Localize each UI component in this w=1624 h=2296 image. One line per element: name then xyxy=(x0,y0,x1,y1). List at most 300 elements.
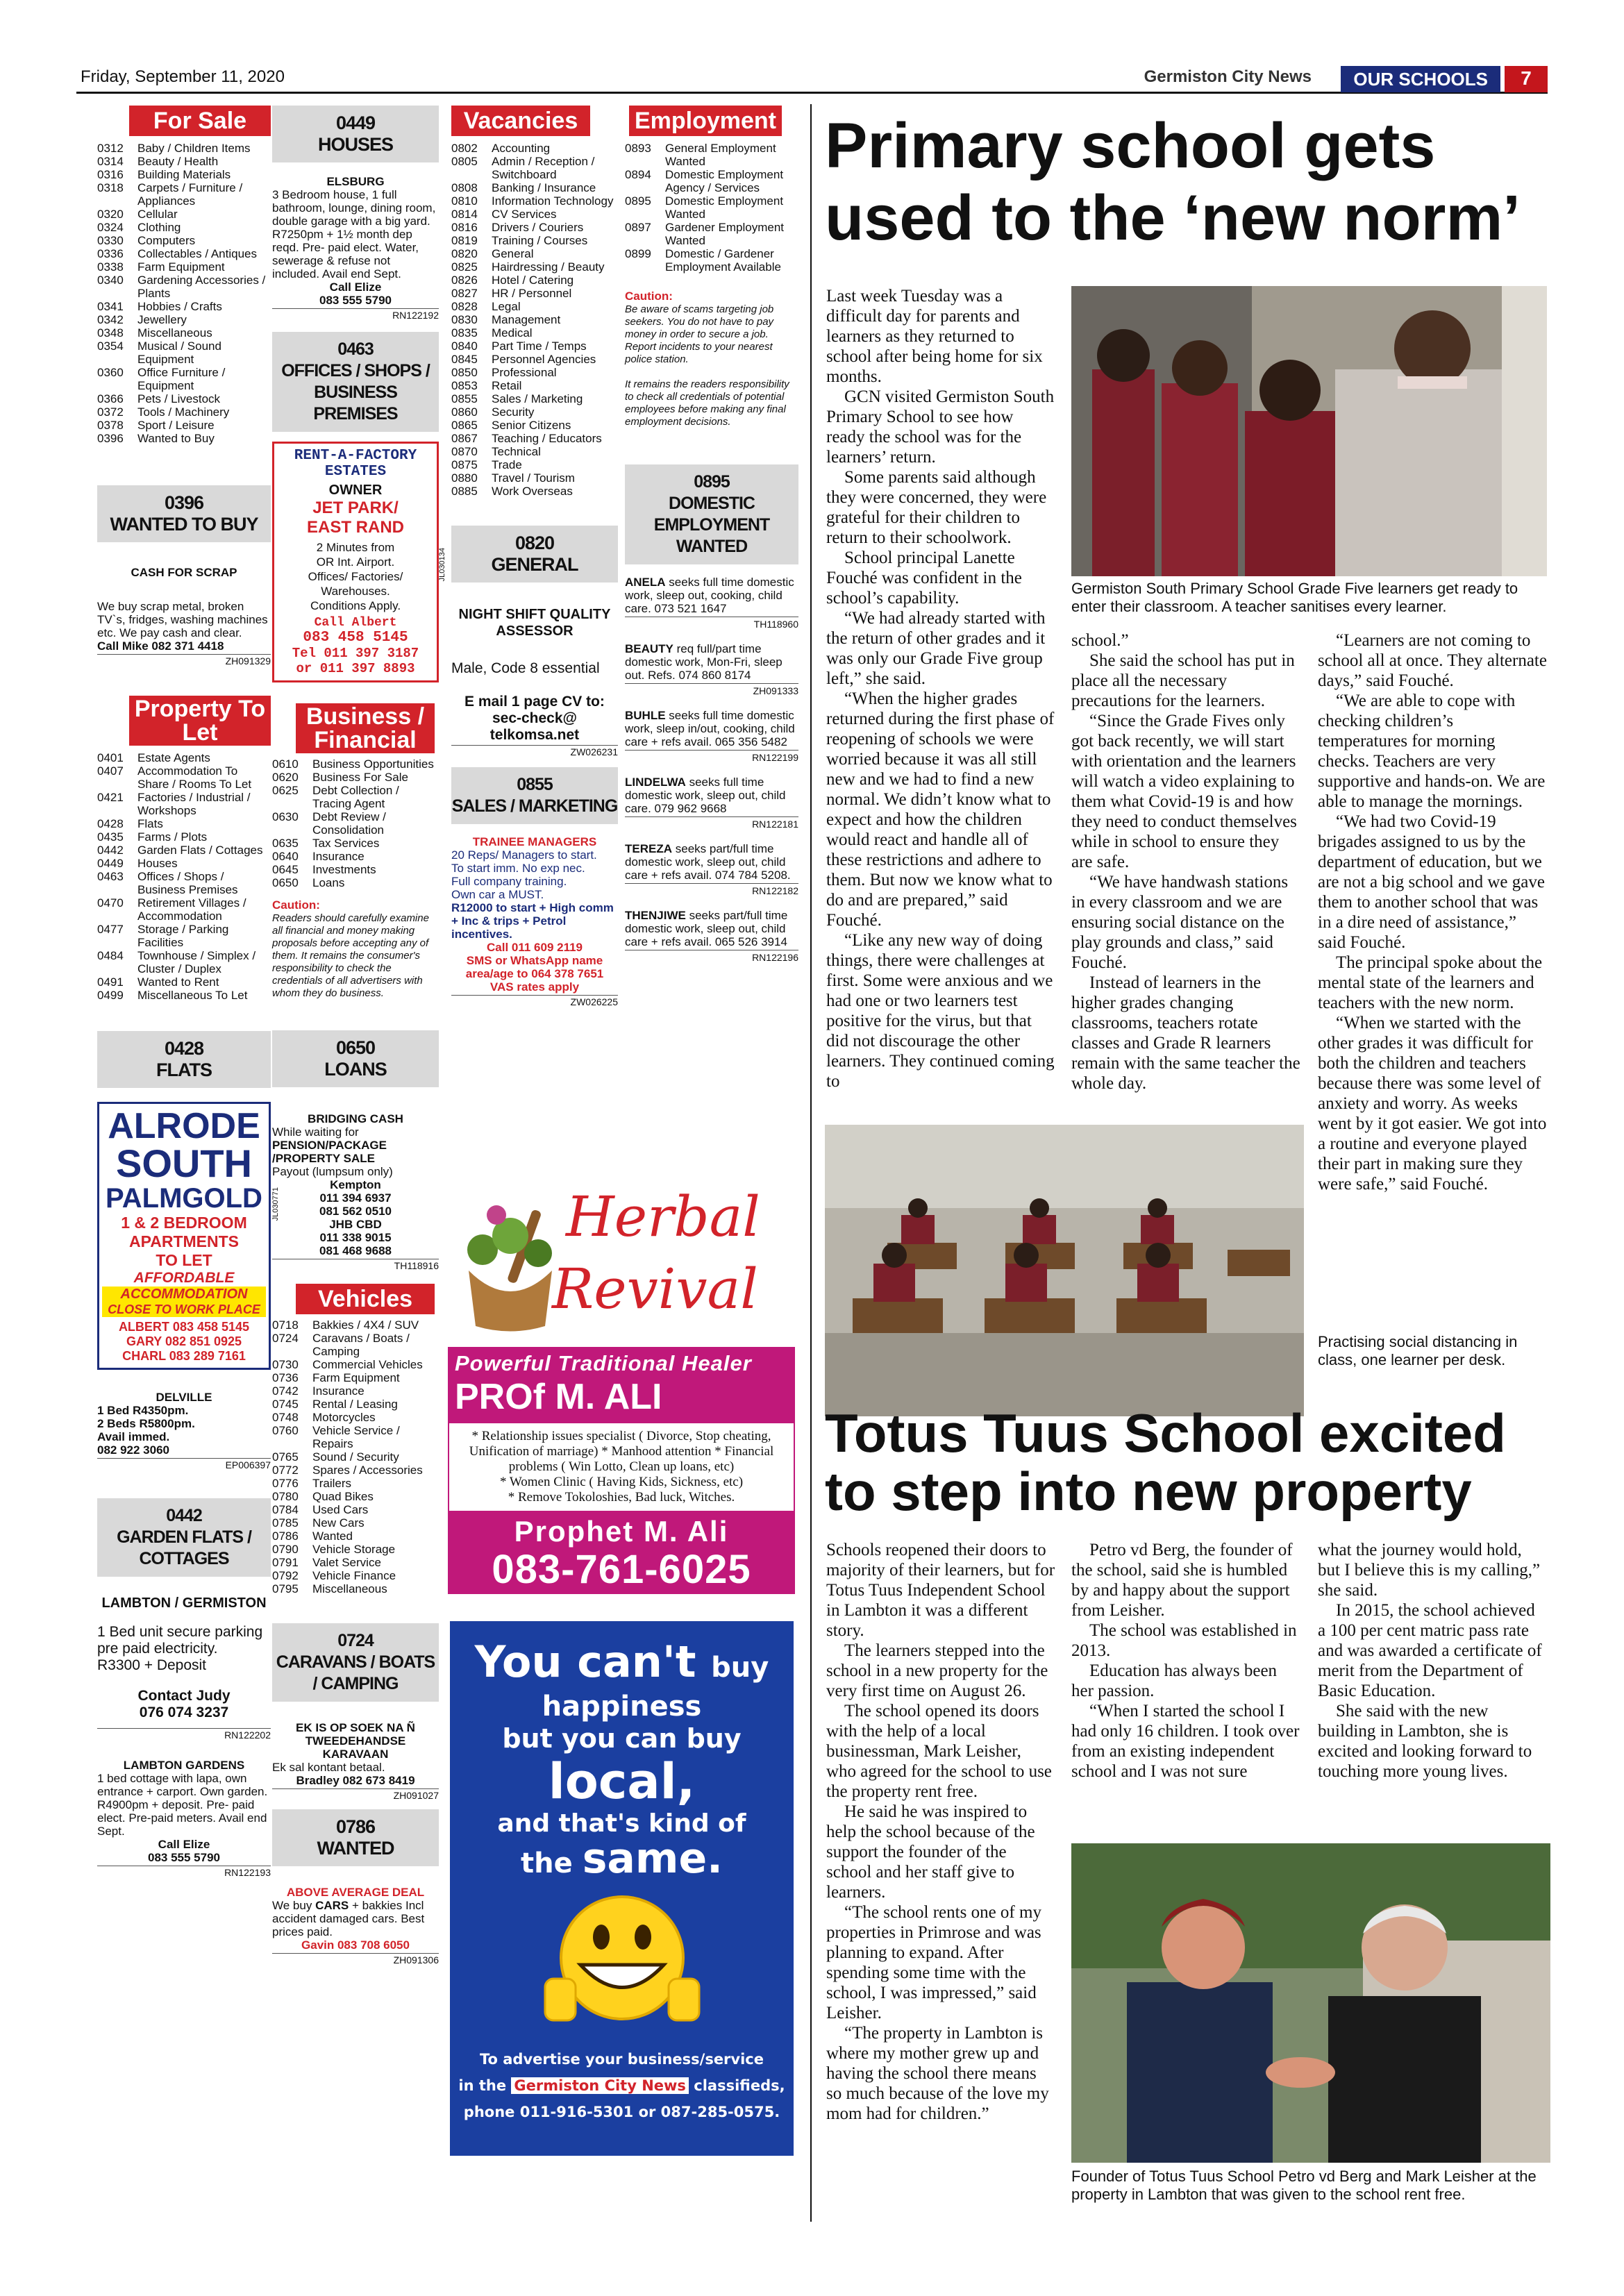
loans-text2: Payout (lumpsum only) xyxy=(272,1165,393,1178)
mortar-pestle-icon xyxy=(455,1187,566,1340)
deal-contact: Gavin 083 708 6050 xyxy=(301,1938,410,1952)
employment-caution-text-2: It remains the readers responsibility to check all credentials of potential employees before making any final employment decisions. xyxy=(625,378,789,428)
index-code: 0814 xyxy=(451,208,478,221)
paragraph: “Learners are not coming to school all at once. They alternate days,” said Fouché. xyxy=(1318,631,1547,690)
paragraph: She said with the new building in Lambton, she is excited and looking forward to touching more young lives. xyxy=(1318,1702,1532,1781)
index-row xyxy=(97,260,271,274)
classroom-photo xyxy=(825,1125,1304,1416)
domestic-ad-text: req full/part time domestic work, Mon-Fri, sleep out. Refs. 074 860 8174 xyxy=(625,642,782,682)
index-row xyxy=(97,168,271,181)
index-code: 0407 xyxy=(97,764,124,778)
index-row xyxy=(272,771,439,784)
index-code: 0428 xyxy=(97,817,124,830)
domestic-ad-ref: ZH091333 xyxy=(625,683,798,698)
index-row xyxy=(451,326,618,340)
deal-text-b: + bakkies Incl accident damaged cars. Best prices paid. xyxy=(272,1899,425,1938)
local-line-f2 xyxy=(450,2077,794,2094)
article-2-headline: Totus Tuus School excited to step into new property xyxy=(825,1402,1506,1522)
scrap-ad-text: We buy scrap metal, broken TV`s, fridges, washing machines etc. We pay cash and clear. xyxy=(97,600,268,639)
index-row xyxy=(625,168,798,194)
index-row xyxy=(451,340,618,353)
index-row xyxy=(272,1530,439,1543)
domestic-ad xyxy=(625,642,798,698)
vehicles-heading: Vehicles xyxy=(296,1284,435,1314)
domestic-ad-ref: TH118960 xyxy=(625,617,798,631)
index-row xyxy=(451,353,618,366)
index-label: Debt Collection / Tracing Agent xyxy=(312,784,399,810)
classifieds-col-2 xyxy=(272,106,446,1966)
index-row xyxy=(97,155,271,168)
index-code: 0645 xyxy=(272,863,299,876)
index-label: Building Materials xyxy=(137,168,231,181)
local-l6b: same. xyxy=(582,1834,723,1883)
index-row xyxy=(272,1398,439,1411)
healer-banner-text: Powerful Traditional Healer xyxy=(455,1351,752,1375)
index-row xyxy=(97,274,271,300)
index-label: Townhouse / Simplex / Cluster / Duplex xyxy=(137,949,256,975)
index-code: 0845 xyxy=(451,353,478,366)
index-row xyxy=(97,817,271,830)
index-label: General xyxy=(492,247,534,260)
issue-date: Friday, September 11, 2020 xyxy=(81,67,285,86)
paragraph: He said he was inspired to help the school because of the support the founder of the school and her staff give to learners. xyxy=(826,1802,1035,1902)
index-row xyxy=(451,142,618,155)
index-code: 0745 xyxy=(272,1398,299,1411)
assessor-head: NIGHT SHIFT QUALITY ASSESSOR xyxy=(458,607,611,639)
index-code: 0314 xyxy=(97,155,124,168)
alrode-l2: SOUTH xyxy=(116,1141,252,1185)
index-label: Loans xyxy=(312,876,345,889)
index-code: 0730 xyxy=(272,1358,299,1371)
index-code: 0378 xyxy=(97,419,124,432)
index-row xyxy=(272,1332,439,1358)
alrode-l3: PALMGOLD xyxy=(106,1183,262,1214)
index-label: Miscellaneous xyxy=(312,1582,387,1595)
index-code: 0442 xyxy=(97,844,124,857)
alrode-l1: ALRODE xyxy=(108,1106,260,1146)
index-code: 0785 xyxy=(272,1516,299,1530)
domestic-ad-ref: RN122199 xyxy=(625,750,798,764)
index-row xyxy=(97,247,271,260)
index-row xyxy=(451,155,618,181)
property-heading: Property To Let xyxy=(129,696,271,746)
factory-l10: or 011 397 8893 xyxy=(296,661,415,676)
index-code: 0867 xyxy=(451,432,478,445)
local-l5: and that's kind of xyxy=(497,1809,746,1838)
photo-1-caption: Germiston South Primary School Grade Five learners get ready to enter their classroom. A teacher sanitises every learner. xyxy=(1071,580,1518,615)
paragraph: “We are able to cope with checking children’s temperatures for morning checks. Teachers are very supportive and hands-on. We are able to manage the mornings. xyxy=(1318,692,1546,811)
paragraph: what the journey would hold, but I believe this is my calling,” she said. xyxy=(1318,1541,1541,1600)
paragraph: Education has always been her passion. xyxy=(1071,1661,1278,1700)
lambton-gardens-contact: Call Elize 083 555 5790 xyxy=(148,1838,220,1864)
business-caution xyxy=(272,899,439,1000)
domestic-ad-text: seeks part/full time domestic work, sleep out, child care + refs avail. 065 526 3914 xyxy=(625,909,788,948)
lambton-text: 1 Bed unit secure parking pre paid electricity. R3300 + Deposit xyxy=(97,1624,263,1673)
prophet-phone: 083-761-6025 xyxy=(492,1547,751,1592)
index-label: Office Furniture / Equipment xyxy=(137,366,226,392)
index-label: Domestic / Gardener Employment Available xyxy=(665,247,781,274)
index-label: Collectables / Antiques xyxy=(137,247,257,260)
local-l1: You can't xyxy=(474,1636,696,1687)
index-row xyxy=(97,870,271,896)
index-code: 0828 xyxy=(451,300,478,313)
index-code: 0348 xyxy=(97,326,124,340)
index-row xyxy=(625,221,798,247)
index-label: Work Overseas xyxy=(492,485,573,498)
index-label: Computers xyxy=(137,234,196,247)
index-code: 0620 xyxy=(272,771,299,784)
index-code: 0820 xyxy=(451,247,478,260)
assessor-email: E mail 1 page CV to: sec-check@ telkomsa.net xyxy=(464,694,605,743)
index-code: 0396 xyxy=(97,432,124,445)
lambton-contact: Contact Judy 076 074 3237 xyxy=(137,1688,231,1720)
index-code: 0610 xyxy=(272,757,299,771)
deal-text xyxy=(272,1899,439,1938)
domestic-ad-name: BUHLE xyxy=(625,709,666,722)
index-code: 0330 xyxy=(97,234,124,247)
index-label: Senior Citizens xyxy=(492,419,571,432)
index-label: Retirement Villages / Accommodation xyxy=(137,896,246,923)
paragraph: Schools reopened their doors to majority of their learners, but for Totus Tuus Independent School in Lambton it was a different story. xyxy=(826,1541,1055,1640)
article-1-col-2 xyxy=(1071,630,1300,1093)
publication-name: Germiston City News xyxy=(1144,67,1312,86)
domestic-ad-name: LINDELWA xyxy=(625,776,686,789)
trainee-text: 20 Reps/ Managers to start. To start imm. No exp nec. Full company training. Own car a MUST. xyxy=(451,848,597,901)
index-code: 0893 xyxy=(625,142,651,155)
local-line-1 xyxy=(450,1636,794,1691)
index-label: Wanted xyxy=(312,1530,353,1543)
index-row xyxy=(272,757,439,771)
founders-photo xyxy=(1071,1843,1550,2163)
local-l3: but you can buy xyxy=(502,1723,742,1754)
employment-heading: Employment xyxy=(629,106,782,136)
domestic-ad xyxy=(625,909,798,964)
article-1-col-1 xyxy=(826,286,1055,1091)
index-code: 0805 xyxy=(451,155,478,168)
herbal-title-1: Herbal xyxy=(566,1184,760,1249)
index-code: 0354 xyxy=(97,340,124,353)
elsburg-head: ELSBURG xyxy=(326,175,385,188)
index-label: Training / Courses xyxy=(492,234,588,247)
index-row xyxy=(272,1516,439,1530)
index-label: Offices / Shops / Business Premises xyxy=(137,870,238,896)
index-row xyxy=(272,784,439,810)
index-code: 0895 xyxy=(625,194,651,208)
caravan-contact: Bradley 082 673 8419 xyxy=(296,1774,415,1787)
elsburg-contact: Call Elize 083 555 5790 xyxy=(319,280,392,307)
local-f2b: Germiston City News xyxy=(511,2077,689,2094)
index-row xyxy=(451,287,618,300)
founders-handshake-image xyxy=(1071,1843,1550,2163)
photo-2-caption: Practising social distancing in class, one learner per desk. xyxy=(1318,1333,1518,1368)
index-label: Wanted to Buy xyxy=(137,432,215,445)
index-label: Tools / Machinery xyxy=(137,405,230,419)
flats-heading: 0428 FLATS xyxy=(97,1031,271,1088)
index-row xyxy=(272,837,439,850)
paragraph: “Since the Grade Fives only got back recently, we will start with orientation and the learners will watch a video explaining to them what Covid-19 is and how they need to conduct themselves while in school to ensure they are safe. xyxy=(1071,712,1297,871)
domestic-ad-text: seeks full time domestic work, sleep in/out, cooking, child care + refs avail. 065 356 5482 xyxy=(625,709,795,748)
scrap-ad-head: CASH FOR SCRAP xyxy=(131,566,237,579)
index-row xyxy=(97,221,271,234)
property-index xyxy=(97,751,271,1002)
index-row xyxy=(272,850,439,863)
page-header xyxy=(76,66,1548,94)
index-row xyxy=(97,764,271,791)
index-row xyxy=(451,432,618,445)
loans-heading: 0650 LOANS xyxy=(272,1030,439,1087)
index-row xyxy=(272,1490,439,1503)
index-code: 0477 xyxy=(97,923,124,936)
index-label: Rental / Leasing xyxy=(312,1398,398,1411)
index-row xyxy=(97,844,271,857)
index-label: Vehicle Storage xyxy=(312,1543,396,1556)
domestic-ad-ref: RN122181 xyxy=(625,816,798,831)
index-code: 0840 xyxy=(451,340,478,353)
index-row xyxy=(451,405,618,419)
index-row xyxy=(97,313,271,326)
index-code: 0736 xyxy=(272,1371,299,1384)
index-label: Information Technology xyxy=(492,194,614,208)
domestic-ad-text: seeks part/full time domestic work, sleep out, child care + refs avail. 074 784 5208. xyxy=(625,842,791,882)
index-code: 0340 xyxy=(97,274,124,287)
index-row xyxy=(451,247,618,260)
lambton-gardens-text: 1 bed cottage with lapa, own entrance + carport. Own garden. R4900pm + deposit. Pre- paid elect. Pre-paid meters. Avail end Sept. xyxy=(97,1772,268,1838)
vacancies-heading: Vacancies xyxy=(451,106,590,136)
index-label: Beauty / Health xyxy=(137,155,219,168)
index-label: Hotel / Catering xyxy=(492,274,574,287)
alrode-c2: GARY 082 851 0925 xyxy=(126,1334,242,1348)
domestic-ad-ref: RN122196 xyxy=(625,950,798,964)
domestic-ad xyxy=(625,842,798,898)
index-code: 0338 xyxy=(97,260,124,274)
index-label: Garden Flats / Cottages xyxy=(137,844,263,857)
section-label: OUR SCHOOLS xyxy=(1341,66,1500,92)
alrode-c3: CHARL 083 289 7161 xyxy=(122,1349,246,1363)
trainee-ref: ZW026225 xyxy=(451,995,618,1007)
index-row xyxy=(625,247,798,274)
index-label: Legal xyxy=(492,300,521,313)
index-label: Commercial Vehicles xyxy=(312,1358,423,1371)
sales-heading: 0855 SALES / MARKETING xyxy=(451,767,618,824)
local-l2: happiness xyxy=(542,1691,702,1723)
index-label: Caravans / Boats / Camping xyxy=(312,1332,410,1358)
garden-flats-heading: 0442 GARDEN FLATS / COTTAGES xyxy=(97,1498,271,1577)
business-index xyxy=(272,757,439,889)
business-heading: Business / Financial xyxy=(296,703,435,753)
index-label: Teaching / Educators xyxy=(492,432,602,445)
index-label: Houses xyxy=(137,857,178,870)
sanitising-photo xyxy=(1071,286,1547,576)
index-row xyxy=(451,274,618,287)
index-label: Investments xyxy=(312,863,376,876)
index-label: Sales / Marketing xyxy=(492,392,583,405)
index-label: Management xyxy=(492,313,561,326)
domestic-ads xyxy=(625,576,798,964)
index-code: 0421 xyxy=(97,791,124,804)
article-2-col-3 xyxy=(1318,1540,1547,1782)
herbal-title-2: Revival xyxy=(552,1257,758,1321)
index-code: 0894 xyxy=(625,168,651,181)
index-row xyxy=(97,392,271,405)
index-code: 0635 xyxy=(272,837,299,850)
index-row xyxy=(272,1411,439,1424)
local-l6: the xyxy=(521,1847,573,1879)
index-label: Security xyxy=(492,405,535,419)
alrode-l7: AFFORDABLE xyxy=(133,1270,235,1286)
index-row xyxy=(451,485,618,498)
wanted-heading: 0786 WANTED xyxy=(272,1809,439,1866)
index-label: Pets / Livestock xyxy=(137,392,221,405)
factory-l7: Call Albert xyxy=(314,616,397,630)
index-row xyxy=(97,208,271,221)
index-label: Technical xyxy=(492,445,541,458)
page-number: 7 xyxy=(1505,66,1548,92)
lambton-gardens-head: LAMBTON GARDENS xyxy=(123,1759,245,1772)
index-code: 0865 xyxy=(451,419,478,432)
article-1-col-3 xyxy=(1318,630,1547,1194)
index-code: 0792 xyxy=(272,1569,299,1582)
loans-head: BRIDGING CASH xyxy=(308,1112,403,1125)
index-label: Miscellaneous To Let xyxy=(137,989,248,1002)
index-label: Debt Review / Consolidation xyxy=(312,810,386,837)
lambton-gardens-ref: RN122193 xyxy=(97,1866,271,1878)
trainee-bold: R12000 to start + High comm + Inc & trips + Petrol incentives. xyxy=(451,901,614,941)
index-code: 0850 xyxy=(451,366,478,379)
index-code: 0791 xyxy=(272,1556,299,1569)
index-code: 0336 xyxy=(97,247,124,260)
factory-l8: 083 458 5145 xyxy=(303,630,408,646)
index-label: Bakkies / 4X4 / SUV xyxy=(312,1318,419,1332)
index-row xyxy=(97,791,271,817)
index-row xyxy=(451,234,618,247)
index-code: 0780 xyxy=(272,1490,299,1503)
index-code: 0816 xyxy=(451,221,478,234)
index-row xyxy=(272,1424,439,1450)
index-row xyxy=(272,1477,439,1490)
deal-head: ABOVE AVERAGE DEAL xyxy=(286,1886,425,1899)
domestic-ad xyxy=(625,776,798,831)
index-row xyxy=(272,1569,439,1582)
index-row xyxy=(451,181,618,194)
index-label: Banking / Insurance xyxy=(492,181,596,194)
domestic-heading: 0895 DOMESTIC EMPLOYMENT WANTED xyxy=(625,464,798,564)
employment-caution-text: Be aware of scams targeting job seekers. You do not have to pay money in order to secure a job. Report incidents to your nearest police station. xyxy=(625,303,774,365)
delville-head: DELVILLE xyxy=(156,1391,212,1404)
local-f2c: classifieds, xyxy=(694,2077,785,2094)
index-code: 0870 xyxy=(451,445,478,458)
domestic-ad xyxy=(625,709,798,764)
index-code: 0826 xyxy=(451,274,478,287)
index-label: Storage / Parking Facilities xyxy=(137,923,229,949)
index-code: 0827 xyxy=(451,287,478,300)
paragraph: “Like any new way of doing things, there were challenges at first. Some were anxious and we had one or two learners test positive for the virus, but that did not discourage the other learners. They continued coming to xyxy=(826,931,1055,1091)
healer-name: PROf M. ALI xyxy=(455,1377,662,1417)
index-code: 0899 xyxy=(625,247,651,260)
paragraph: The school opened its doors with the help of a local businessman, Mark Leisher, who agreed for the school to use the property rent free. xyxy=(826,1702,1052,1801)
index-code: 0718 xyxy=(272,1318,299,1332)
alrode-l4: 1 & 2 BEDROOM xyxy=(121,1214,247,1232)
index-label: Business For Sale xyxy=(312,771,408,784)
local-f1: To advertise your business/service xyxy=(479,2051,764,2068)
factory-l4: JET PARK/ xyxy=(312,498,399,517)
index-label: Domestic Employment Wanted xyxy=(665,194,784,221)
employment-index xyxy=(625,142,798,274)
paragraph: “We have handwash stations in every classroom and we are ensuring social distance on the play grounds and class,” said Fouché. xyxy=(1071,873,1289,972)
index-code: 0776 xyxy=(272,1477,299,1490)
index-row xyxy=(272,1384,439,1398)
houses-heading: 0449 HOUSES xyxy=(272,106,439,162)
index-label: Hairdressing / Beauty xyxy=(492,260,605,274)
photo-3-caption: Founder of Totus Tuus School Petro vd Berg and Mark Leisher at the property in Lambton that was given to the school rent free. xyxy=(1071,2168,1537,2203)
index-row xyxy=(272,810,439,837)
delville-text: 1 Bed R4350pm. 2 Beds R5800pm. Avail immed. 082 922 3060 xyxy=(97,1404,195,1457)
caravan-head: EK IS OP SOEK NA Ñ TWEEDEHANDSE KARAVAAN xyxy=(296,1721,415,1761)
factory-l3: OWNER xyxy=(328,483,383,498)
index-row xyxy=(451,379,618,392)
index-label: Estate Agents xyxy=(137,751,210,764)
offices-heading: 0463 OFFICES / SHOPS / BUSINESS PREMISES xyxy=(272,332,439,432)
index-code: 0491 xyxy=(97,975,124,989)
index-code: 0742 xyxy=(272,1384,299,1398)
index-label: HR / Personnel xyxy=(492,287,572,300)
factory-l2: ESTATES xyxy=(324,464,387,480)
index-code: 0342 xyxy=(97,313,124,326)
paragraph: “The school rents one of my properties in Primrose and was planning to expand. After spending some time with the school, I was impressed,” said Leisher. xyxy=(826,1903,1041,2022)
business-caution-head: Caution: xyxy=(272,898,320,912)
index-code: 0897 xyxy=(625,221,651,234)
index-row xyxy=(451,471,618,485)
domestic-ad-name: TEREZA xyxy=(625,842,672,855)
index-row xyxy=(272,1358,439,1371)
loans-numbers: Kempton 011 394 6937 081 562 0510 JHB CBD 011 338 9015 081 468 9688 xyxy=(319,1178,392,1257)
factory-l1: RENT-A-FACTORY xyxy=(294,448,417,464)
index-code: 0825 xyxy=(451,260,478,274)
paragraph: “We had two Covid-19 brigades assigned to us by the department of education, but we are not a big school and we gave them to another school that was in a dire need of assistance,” said Fouché. xyxy=(1318,812,1545,952)
domestic-ad-ref: RN122182 xyxy=(625,883,798,898)
factory-ref: JL030134 xyxy=(438,548,446,582)
index-label: Carpets / Furniture / Appliances xyxy=(137,181,243,208)
domestic-ad-text: seeks full time domestic work, sleep out, cooking, child care. 073 521 1647 xyxy=(625,576,794,615)
herbal-top xyxy=(448,1180,795,1347)
index-row xyxy=(97,830,271,844)
factory-l5: EAST RAND xyxy=(306,518,404,537)
index-row xyxy=(272,863,439,876)
domestic-ad-name: ANELA xyxy=(625,576,666,589)
local-f2a: in the xyxy=(458,2077,507,2094)
index-label: Travel / Tourism xyxy=(492,471,575,485)
index-label: CV Services xyxy=(492,208,557,221)
index-code: 0765 xyxy=(272,1450,299,1464)
smiley-thumbs-up-icon xyxy=(542,1888,702,2027)
index-code: 0802 xyxy=(451,142,478,155)
alrode-ad xyxy=(97,1102,280,1370)
for-sale-heading: For Sale xyxy=(129,106,271,136)
index-row xyxy=(272,1556,439,1569)
index-row xyxy=(272,1582,439,1595)
employment-caution xyxy=(625,290,798,428)
deal-ref: ZH091306 xyxy=(272,1953,439,1966)
trainee-head: TRAINEE MANAGERS xyxy=(472,835,597,848)
index-code: 0835 xyxy=(451,326,478,340)
index-row xyxy=(451,458,618,471)
delville-ref: EP006397 xyxy=(97,1458,271,1470)
alrode-l8: ACCOMMODATION xyxy=(102,1287,266,1302)
loans-ref: TH118916 xyxy=(272,1259,439,1271)
lambton-ref: RN122202 xyxy=(97,1728,271,1741)
index-code: 0810 xyxy=(451,194,478,208)
index-code: 0748 xyxy=(272,1411,299,1424)
index-row xyxy=(97,896,271,923)
